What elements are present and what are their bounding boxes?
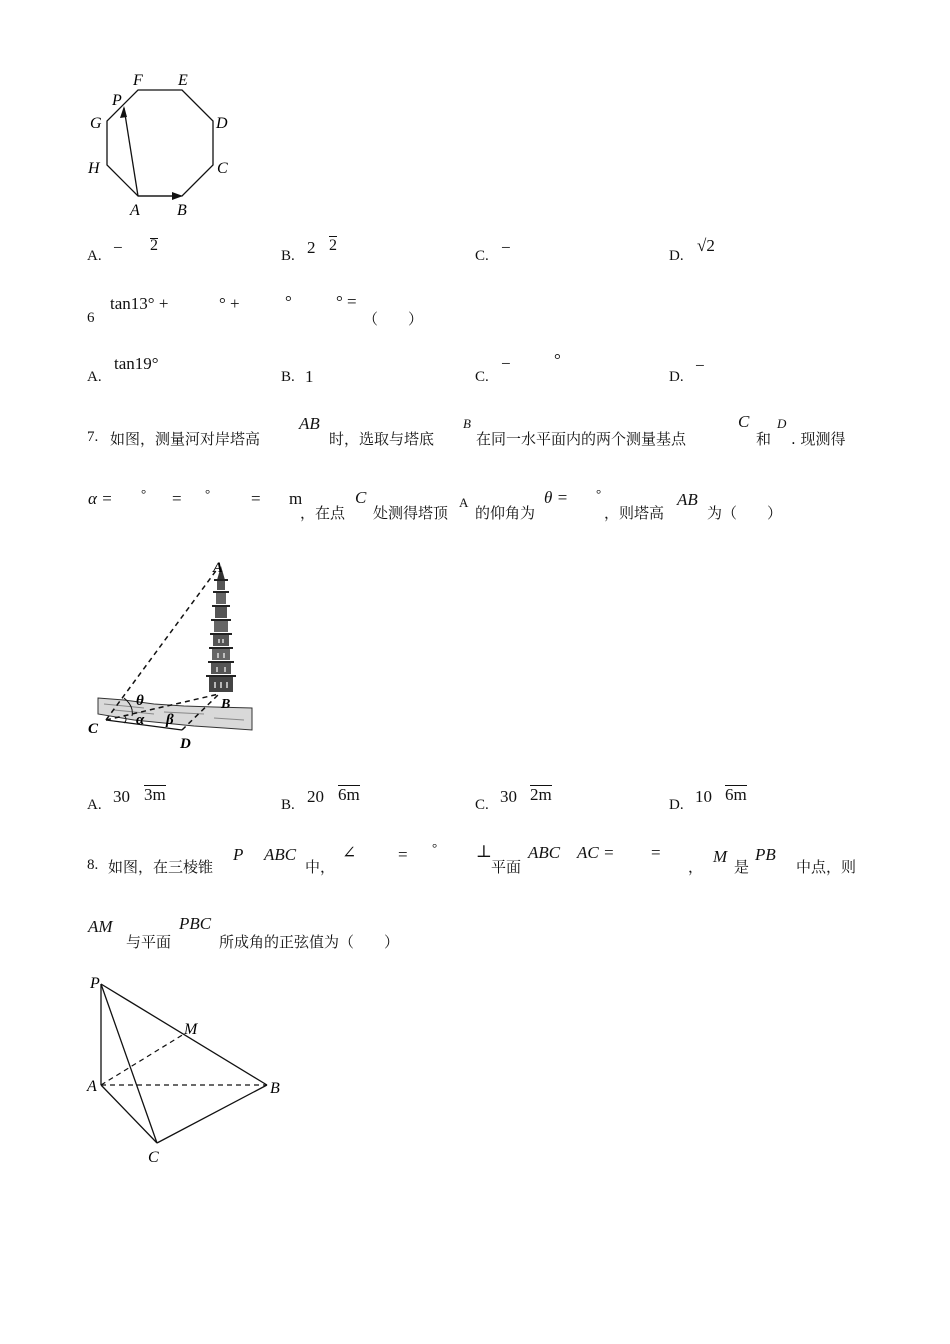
q5-option-b-math: 2 — [307, 238, 316, 257]
q7-text-7: 处测得塔顶 — [373, 504, 449, 522]
q7-text-4: 和 — [756, 430, 772, 448]
q7-option-b-label: B. — [281, 797, 295, 813]
q8-number: 8. — [87, 857, 99, 873]
q5-option-b-label: B. — [281, 248, 295, 264]
octagon-label-f: F — [133, 72, 143, 89]
q7-c-2: C — [355, 488, 367, 507]
tower-figure — [84, 558, 259, 753]
q8-text-2: 中， — [305, 858, 336, 876]
q6-option-c-deg: ° — [554, 350, 561, 369]
segment-am — [101, 1034, 184, 1085]
tower-label-b: B — [221, 697, 231, 712]
q6-option-c-math: − — [501, 354, 511, 373]
q5-option-c-math: − — [501, 238, 511, 257]
q7-option-c-math: 30 — [500, 787, 517, 806]
q8-text-4: 是 — [734, 858, 750, 876]
q5-option-c-label: C. — [475, 248, 489, 264]
q7-option-c-label: C. — [475, 797, 489, 813]
q7-option-a-label: A. — [87, 797, 102, 813]
octagon-label-e: E — [178, 72, 188, 89]
q7-option-d-label: D. — [669, 797, 684, 813]
q8-text-7: 所成角的正弦值为（ ） — [219, 933, 400, 951]
pyramid-label-c: C — [148, 1149, 159, 1166]
q8-text-1: 如图，在三棱锥 — [108, 858, 214, 876]
q7-b-1: B — [463, 416, 471, 431]
q7-text-9: ，则塔高 — [604, 504, 665, 522]
q5-option-a-frag: 2 — [150, 237, 158, 254]
octagon-figure — [80, 66, 240, 226]
q5-option-d-label: D. — [669, 248, 684, 264]
q7-deg-1: ° — [141, 486, 147, 501]
q7-text-10: 为（ ） — [707, 504, 783, 522]
octagon-label-b: B — [177, 202, 187, 219]
pyramid-label-b: B — [270, 1080, 280, 1097]
pyramid-label-m: M — [184, 1021, 198, 1038]
q6-expr-4: ° = — [336, 292, 357, 311]
octagon-label-d: D — [216, 115, 228, 132]
q7-deg-2: ° — [205, 486, 211, 501]
q8-ac: AC = — [577, 843, 615, 862]
q6-option-a-math: tan19° — [114, 354, 159, 373]
q7-option-b-math: 20 — [307, 787, 324, 806]
q5-option-a-label: A. — [87, 248, 102, 264]
q7-eq-1: = — [172, 489, 182, 508]
q7-theta: θ = — [544, 488, 569, 507]
octagon-label-h: H — [88, 160, 100, 177]
q8-m: M — [713, 847, 728, 866]
q7-option-a-math: 30 — [113, 787, 130, 806]
q7-deg-3: ° — [596, 486, 602, 501]
q7-ab-2: AB — [677, 490, 698, 509]
q7-eq-2: = — [251, 489, 261, 508]
q7-text-1: 如图，测量河对岸塔高 — [110, 430, 261, 448]
q6-expr-1: tan13° + — [110, 294, 169, 313]
q7-point-a: A — [459, 495, 469, 510]
arrow-head-b — [172, 192, 183, 200]
line-ca — [106, 568, 218, 720]
octagon-label-g: G — [90, 115, 102, 132]
q7-text-2: 时，选取与塔底 — [329, 430, 435, 448]
q7-d-1: D — [777, 416, 787, 431]
pagoda — [206, 566, 236, 692]
q7-option-b-rad: 6m — [338, 785, 360, 804]
edge-pc — [101, 984, 157, 1143]
q7-ab-1: AB — [299, 414, 320, 433]
q7-option-a-rad: 3m — [144, 785, 166, 804]
pyramid-label-a: A — [87, 1078, 97, 1095]
q6-option-d-math: − — [695, 356, 705, 375]
q8-text-3: 平面 — [491, 858, 522, 876]
q8-deg-1: ° — [432, 840, 438, 855]
q6-option-c-label: C. — [475, 369, 489, 385]
q5-option-a-math: − — [113, 238, 123, 257]
pyramid-figure — [84, 970, 294, 1170]
q8-angle: ∠ — [342, 843, 357, 862]
q7-text-5: . 现测得 — [791, 430, 846, 448]
q8-p: P — [233, 845, 244, 864]
q7-unit-m: m — [289, 489, 303, 508]
q6-option-b-math: 1 — [305, 367, 314, 386]
q7-c-1: C — [738, 412, 750, 431]
q5-option-b-frag: 2 — [329, 237, 337, 254]
q6-option-a-label: A. — [87, 369, 102, 385]
tower-label-alpha: α — [136, 712, 145, 728]
q8-abc-1: ABC — [264, 845, 297, 864]
q8-text-5: 中点，则 — [796, 858, 857, 876]
q6-answer-paren: （ ） — [363, 310, 424, 328]
q7-text-8: 的仰角为 — [475, 504, 536, 522]
q7-option-d-math: 10 — [695, 787, 712, 806]
tower-label-theta: θ — [136, 693, 144, 709]
q8-comma: ， — [688, 858, 704, 876]
q6-option-b-label: B. — [281, 369, 295, 385]
q7-text-6: ，在点 — [300, 504, 346, 522]
q7-number: 7. — [87, 429, 99, 445]
octagon-label-a: A — [130, 202, 140, 219]
tower-label-beta: β — [166, 712, 174, 728]
q8-eq-1: = — [398, 845, 408, 864]
q5-option-d-math: √2 — [697, 236, 715, 255]
q8-pbc: PBC — [179, 914, 212, 933]
tower-label-a: A — [213, 560, 224, 576]
tower-label-d: D — [180, 736, 191, 752]
octagon-label-p: P — [112, 92, 122, 109]
q8-text-6: 与平面 — [126, 933, 172, 951]
edge-cb — [157, 1085, 267, 1143]
q6-number: 6 — [87, 310, 95, 326]
q8-pb: PB — [755, 845, 776, 864]
q8-abc-2: ABC — [528, 843, 561, 862]
vector-ap — [124, 108, 138, 196]
pyramid-label-p: P — [90, 975, 100, 992]
q6-option-d-label: D. — [669, 369, 684, 385]
octagon-label-c: C — [217, 160, 228, 177]
q8-eq-2: = — [651, 843, 661, 862]
q8-am: AM — [88, 917, 113, 936]
tower-label-c: C — [88, 721, 99, 737]
q7-alpha: α = — [88, 489, 113, 508]
octagon-shape — [107, 90, 213, 196]
edge-ac — [101, 1085, 157, 1143]
q7-text-3: 在同一水平面内的两个测量基点 — [476, 430, 687, 448]
q7-option-c-rad: 2m — [530, 785, 552, 804]
q7-option-d-rad: 6m — [725, 785, 747, 804]
q8-perp: ⊥ — [476, 842, 492, 861]
q6-expr-2: ° + — [219, 294, 240, 313]
q6-expr-3: ° — [285, 292, 292, 311]
